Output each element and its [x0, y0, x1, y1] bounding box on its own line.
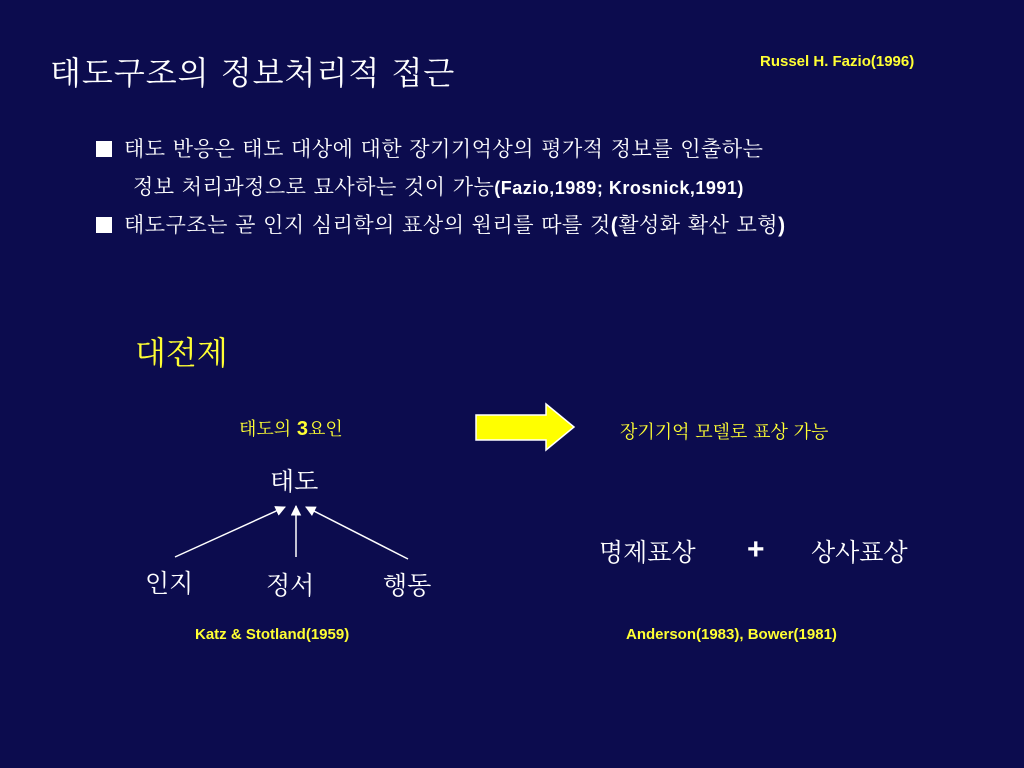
node-cognition: 인지 [145, 569, 194, 598]
connector-behavior-attitude [306, 507, 408, 559]
node-affect: 정서 [266, 571, 315, 600]
left-reference: Katz & Stotland(1959) [195, 626, 350, 643]
bullet-2-paren-open: ( [610, 214, 619, 237]
connector-cognition-attitude [175, 507, 285, 557]
node-behavior: 행동 [383, 571, 432, 600]
bullet-2-text: 태도구조는 곧 인지 심리학의 표상의 원리를 따를 것 [124, 213, 611, 237]
three-factors-label-pre: 태도의 [239, 419, 297, 440]
node-attitude: 태도 [270, 467, 319, 496]
slide-title: 태도구조의 정보처리적 접근 [50, 54, 456, 92]
right-arrow-icon [476, 404, 574, 450]
three-factors-label-post: 요인 [308, 419, 343, 440]
title-citation: Russel H. Fazio(1996) [760, 53, 915, 70]
right-reference: Anderson(1983), Bower(1981) [626, 626, 837, 643]
bullet-2-paren-text: 활성화 확산 모형 [618, 213, 779, 237]
plus-icon: + [747, 533, 765, 566]
bullet-1-text-2: 정보 처리과정으로 묘사하는 것이 가능 [133, 175, 495, 199]
three-factors-label-num: 3 [296, 418, 309, 440]
bullet-2-paren-close: ) [778, 214, 786, 237]
node-analog: 상사표상 [811, 538, 908, 567]
node-propositional: 명제표상 [599, 538, 696, 567]
bullet-1-citation: (Fazio,1989; Krosnick,1991) [494, 178, 744, 198]
long-term-memory-label: 장기기억 모델로 표상 가능 [620, 422, 829, 443]
bullet-1-text-1: 태도 반응은 태도 대상에 대한 장기기억상의 평가적 정보를 인출하는 [124, 137, 764, 161]
premise-heading: 대전제 [135, 334, 228, 372]
